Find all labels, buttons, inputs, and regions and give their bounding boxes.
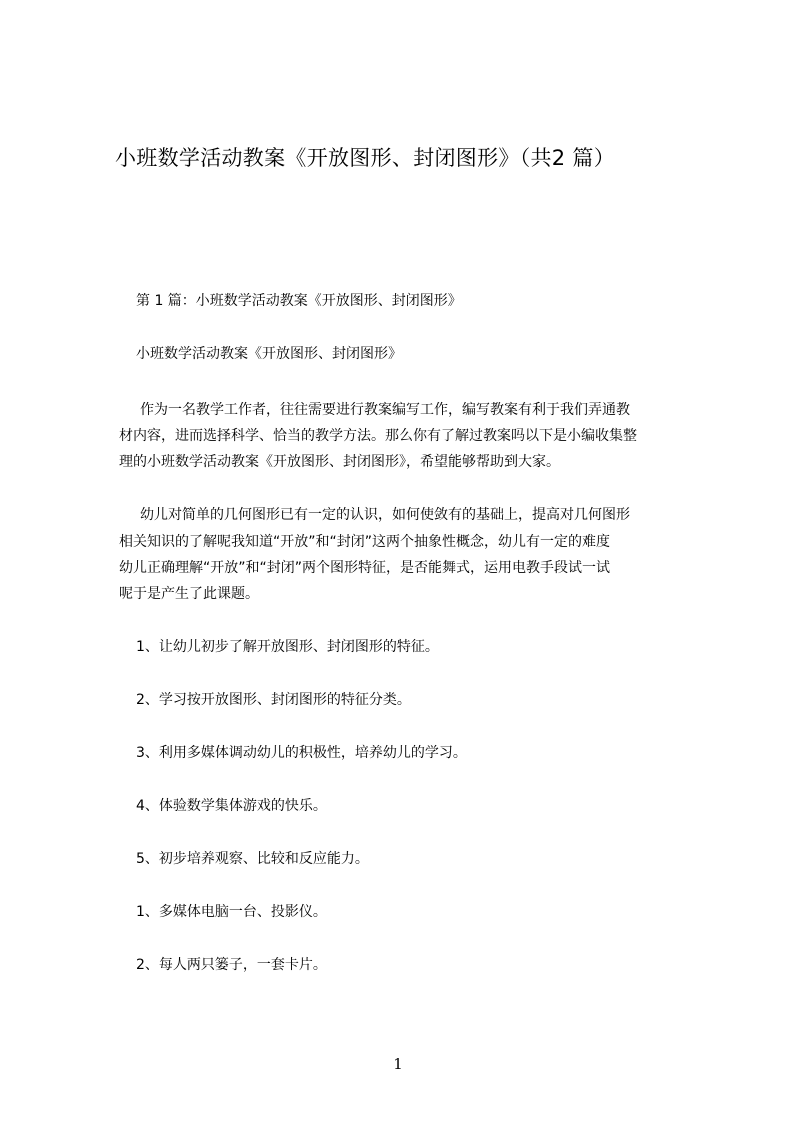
list-item: 3、利用多媒体调动幼儿的积极性，培养幼儿的学习。 — [136, 745, 467, 761]
list-item: 5、初步培养观察、比较和反应能力。 — [136, 851, 369, 867]
page-number: 1 — [393, 1055, 403, 1073]
paragraph-line: 材内容，进而选择科学、恰当的教学方法。那么你有了解过教案吗以下是小编收集整 — [119, 428, 637, 444]
document-title: 小班数学活动教案《开放图形、封闭图形》（共2 篇） — [115, 146, 616, 170]
list-item: 2、学习按开放图形、封闭图形的特征分类。 — [136, 692, 411, 708]
paragraph-line: 理的小班数学活动教案《开放图形、封闭图形》，希望能够帮助到大家。 — [119, 454, 560, 470]
section-heading: 第 1 篇：小班数学活动教案《开放图形、封闭图形》 — [136, 293, 462, 309]
paragraph-line: 相关知识的了解呢我知道“开放”和“封闭”这两个抽象性概念，幼儿有一定的难度 — [119, 534, 611, 550]
paragraph-line: 幼儿对简单的几何图形已有一定的认识，如何使敛有的基础上，提高对几何图形 — [140, 507, 630, 523]
section-subtitle: 小班数学活动教案《开放图形、封闭图形》 — [136, 346, 402, 362]
list-item: 2、每人两只篓子，一套卡片。 — [136, 957, 327, 973]
list-item: 1、让幼儿初步了解开放图形、封闭图形的特征。 — [136, 639, 439, 655]
paragraph-line: 幼儿正确理解“开放”和“封闭”两个图形特征，是否能舞式，运用电教手段试一试 — [119, 560, 611, 576]
list-item: 4、体验数学集体游戏的快乐。 — [136, 798, 327, 814]
list-item: 1、多媒体电脑一台、投影仪。 — [136, 904, 327, 920]
paragraph-line: 作为一名教学工作者，往往需要进行教案编写工作，编写教案有利于我们弄通教 — [140, 402, 630, 418]
paragraph-line: 呢于是产生了此课题。 — [119, 586, 259, 602]
